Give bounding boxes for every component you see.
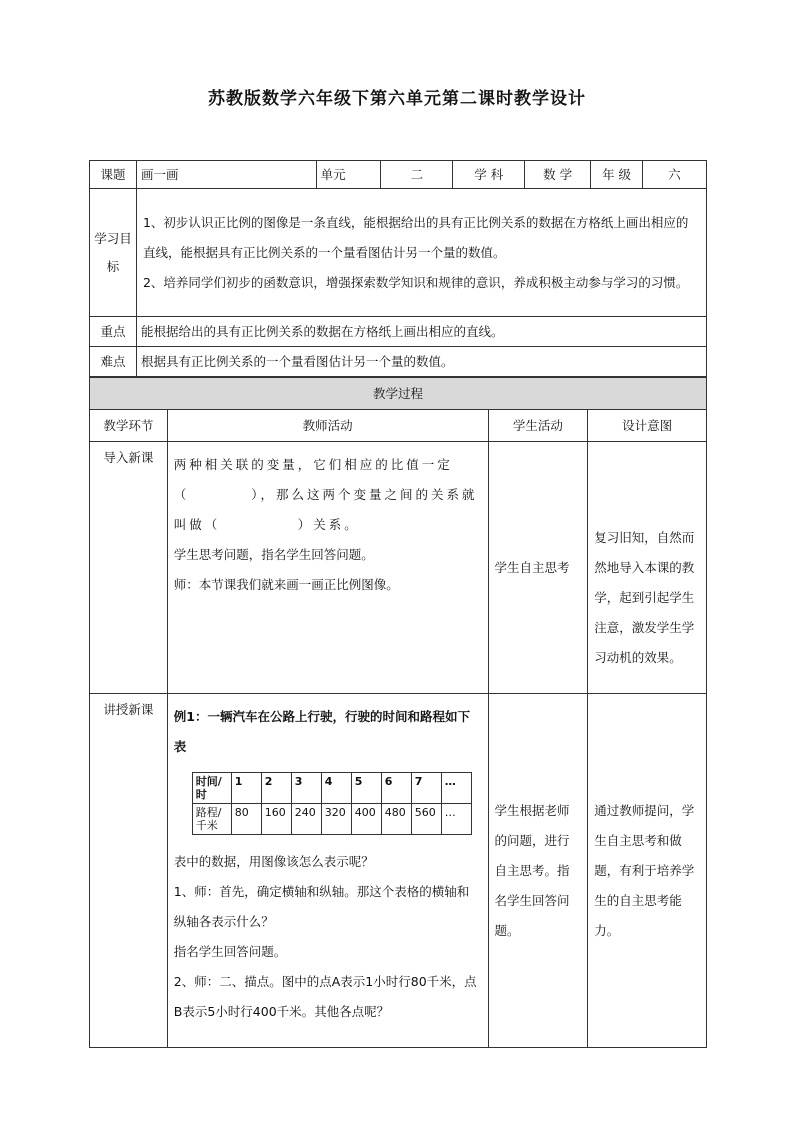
distance-header: 路程/千米 [192, 804, 231, 835]
col-teacher: 教师活动 [167, 410, 488, 442]
intro-line-2: 学生思考问题，指名学生回答问题。 [173, 547, 374, 562]
difficulty-value: 根据具有正比例关系的一个量看图估计另一个量的数值。 [136, 347, 706, 377]
time-cell: 4 [321, 773, 351, 804]
distance-cell: 560 [411, 804, 441, 835]
intro-stage: 导入新课 [90, 442, 168, 694]
time-cell: 6 [381, 773, 411, 804]
lesson-info-table [89, 160, 707, 377]
question-3: 指名学生回答问题。 [173, 944, 287, 959]
intro-intent: 复习旧知，自然而然地导入本课的教学，起到引起学生注意，激发学生学习动机的效果。 [588, 442, 707, 694]
time-cell: 5 [351, 773, 381, 804]
intro-student: 学生自主思考 [488, 442, 588, 694]
time-cell: 1 [231, 773, 261, 804]
time-header: 时间/时 [192, 773, 231, 804]
grade-value: 六 [643, 161, 707, 189]
key-label: 重点 [90, 317, 137, 347]
intro-line-1: 两种相关联的变量，它们相应的比值一定（ ），那么这两个变量之间的关系就叫做（ ）关系。 [173, 457, 478, 532]
topic-label: 课题 [90, 161, 137, 189]
goal-item-1: 1、初步认识正比例的图像是一条直线，能根据给出的具有正比例关系的数据在方格纸上画出相应的直线，能根据具有正比例关系的一个量看图估计另一个量的数值。 [142, 214, 689, 260]
distance-cell: 160 [261, 804, 291, 835]
distance-cell: 400 [351, 804, 381, 835]
time-distance-table [192, 772, 472, 835]
grade-label: 年 级 [591, 161, 643, 189]
subject-value: 数 学 [525, 161, 591, 189]
distance-cell: 480 [381, 804, 411, 835]
question-1: 表中的数据，用图像该怎么表示呢？ [173, 854, 374, 869]
time-cell: … [441, 773, 471, 804]
time-cell: 7 [411, 773, 441, 804]
col-stage: 教学环节 [90, 410, 168, 442]
newlesson-teacher [167, 694, 488, 1048]
unit-label: 单元 [316, 161, 381, 189]
newlesson-student: 学生根据老师的问题，进行自主思考。指名学生回答问题。 [488, 694, 588, 1048]
document-title: 苏教版数学六年级下第六单元第二课时教学设计 [208, 89, 586, 109]
col-student: 学生活动 [488, 410, 588, 442]
teaching-process-table [89, 377, 707, 1048]
intro-teacher [167, 442, 488, 694]
question-2: 1、师：首先，确定横轴和纵轴。那这个表格的横轴和纵轴各表示什么？ [173, 884, 470, 929]
goal-item-2: 2、培养同学们初步的函数意识，增强探索数学知识和规律的意识，养成积极主动参与学习的习惯。 [142, 274, 689, 290]
goals-label: 学习目标 [90, 189, 137, 317]
unit-value: 二 [381, 161, 453, 189]
key-value: 能根据给出的具有正比例关系的数据在方格纸上画出相应的直线。 [136, 317, 706, 347]
topic-value: 画一画 [136, 161, 316, 189]
difficulty-label: 难点 [90, 347, 137, 377]
time-cell: 2 [261, 773, 291, 804]
distance-cell: 320 [321, 804, 351, 835]
distance-cell: 240 [291, 804, 321, 835]
goals-content [136, 189, 706, 317]
distance-cell: … [441, 804, 471, 835]
newlesson-intent: 通过教师提问，学生自主思考和做题，有利于培养学生的自主思考能力。 [588, 694, 707, 1048]
intro-line-3: 师：本节课我们就来画一画正比例图像。 [173, 577, 399, 592]
question-4: 2、师：二、描点。图中的点A表示1小时行80千米，点B表示5小时行400千米。其他各点呢？ [173, 974, 477, 1019]
newlesson-stage: 讲授新课 [90, 694, 168, 1048]
example-1: 例1：一辆汽车在公路上行驶，行驶的时间和路程如下表 [173, 709, 470, 754]
col-intent: 设计意图 [588, 410, 707, 442]
subject-label: 学 科 [453, 161, 525, 189]
process-header: 教学过程 [90, 378, 707, 410]
distance-cell: 80 [231, 804, 261, 835]
time-cell: 3 [291, 773, 321, 804]
